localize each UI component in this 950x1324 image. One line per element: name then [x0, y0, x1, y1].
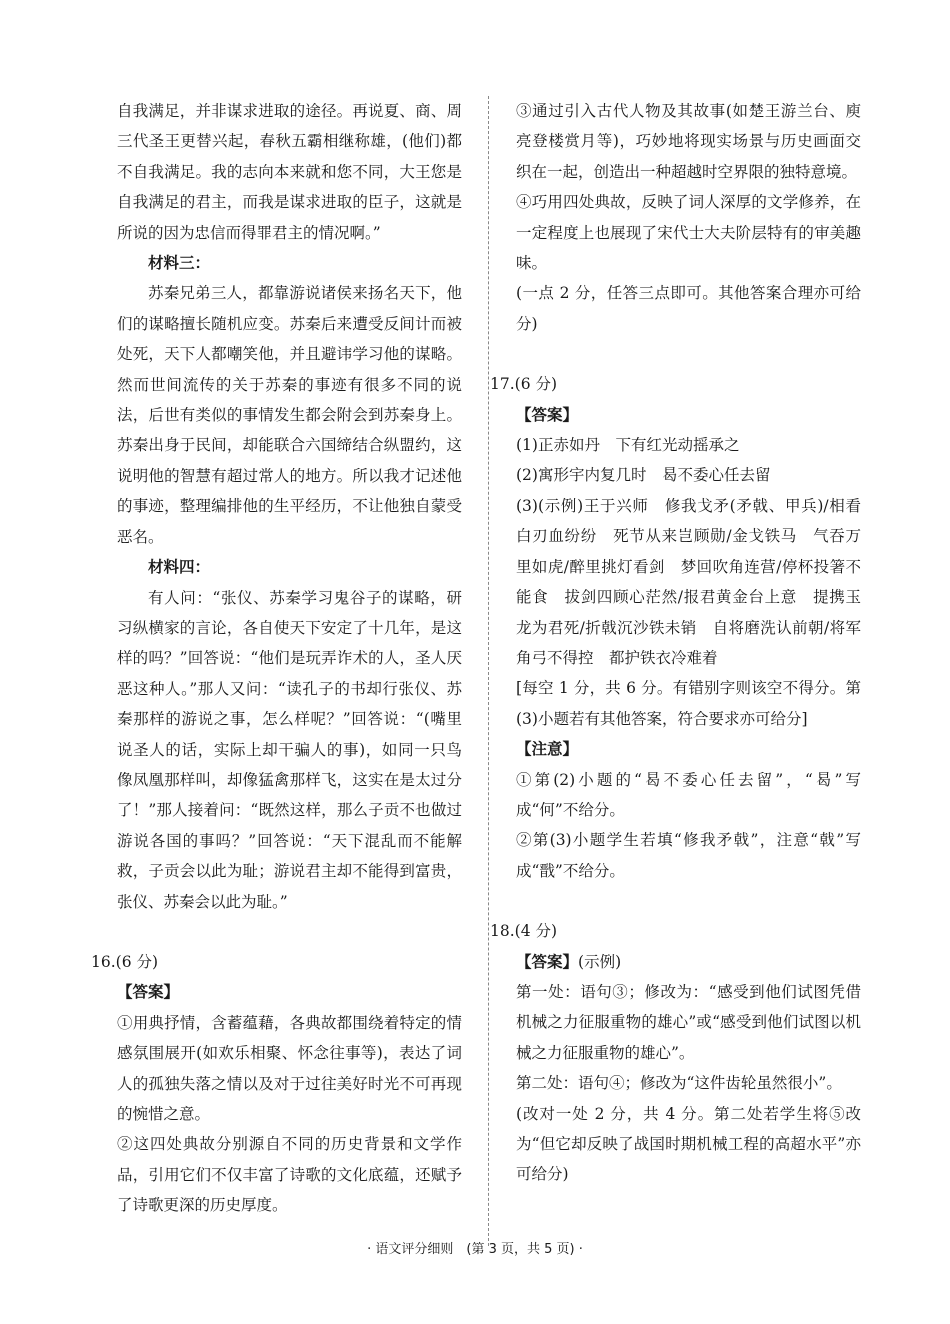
question-16-point-1: ①用典抒情，含蓄蕴藉，各典故都围绕着特定的情感氛围展开(如欢乐相聚、怀念往事等)，表达了词人的孤独失落之情以及对于过往美好时光不可再现的惋惜之意。 [117, 1013, 462, 1123]
question-16-point-3: ③通过引入古代人物及其故事(如楚王游兰台、庾亮登楼赏月等)，巧妙地将现实场景与历史画面交织在一起，创造出一种超越时空界限的独特意境。 [516, 102, 861, 181]
question-18-edit-1: 第一处：语句③；修改为：“感受到他们试图凭借机械之力征服重物的雄心”或“感受到他们试图以机械之力征服重物的雄心”。 [516, 982, 861, 1062]
question-17-note-1: ①第(2)小题的“曷不委心任去留”，“曷”写成“何”不给分。 [516, 770, 861, 819]
material-three-text: 苏秦兄弟三人，都靠游说诸侯来扬名天下，他们的谋略擅长随机应变。苏秦后来遭受反间计而被处死，天下人都嘲笑他，并且避讳学习他的谋略。然而世间流传的关于苏秦的事迹有很多不同的说法，后世有类似的事情发生都会附会到苏秦身上。苏秦出身于民间，却能联合六国缔结合纵盟约，这说明他的智慧有超过常人的地方。所以我才记述他的事迹，整理编排他的生平经历，不让他独自蒙受恶名。 [117, 284, 462, 546]
question-16-point-4: ④巧用四处典故，反映了词人深厚的文学修养，在一定程度上也展现了宋代士大夫阶层特有的审美趣味。 [516, 193, 861, 273]
question-16-scoring-note: (一点 2 分，任答三点即可。其他答案合理亦可给分) [516, 284, 861, 333]
question-18-number: 18.(4 分) [490, 922, 558, 941]
question-16-number: 16.(6 分) [91, 952, 159, 971]
right-column [490, 96, 861, 1190]
question-17-note-label: 【注意】 [516, 740, 579, 759]
question-16-point-2: ②这四处典故分别源自不同的历史背景和文学作品，引用它们不仅丰富了诗歌的文化底蕴，还赋予了诗歌更深的历史厚度。 [117, 1135, 462, 1215]
question-17-line-1: (1)正赤如丹 下有红光动摇承之 [516, 436, 740, 455]
question-18-edit-2: 第二处：语句④；修改为“这件齿轮虽然很小”。 [516, 1074, 842, 1093]
question-16-answer-label: 【答案】 [117, 983, 180, 1002]
left-column [91, 96, 462, 1221]
question-17-scoring-note: [每空 1 分，共 6 分。有错别字则该空不得分。第(3)小题若有其他答案，符合要求亦可给分] [516, 679, 861, 728]
question-17-note-2: ②第(3)小题学生若填“修我矛戟”，注意“戟”写成“戬”不给分。 [516, 831, 861, 880]
material-four-title: 材料四： [148, 558, 211, 577]
material-two-end: 自我满足，并非谋求进取的途径。再说夏、商、周三代圣王更替兴起，春秋五霸相继称雄，(他们)都不自我满足。我的志向本来就和您不同，大王您是自我满足的君主，而我是谋求进取的臣子，这就是所说的因为忠信而得罪君主的情况啊。” [117, 102, 462, 242]
question-17-line-3: (3)(示例)王于兴师 修我戈矛(矛戟、甲兵)/相看白刃血纷纷 死节从来岂顾勋/金戈铁马 气吞万里如虎/醉里挑灯看剑 梦回吹角连营/停杯投箸不能食 拔剑四顾心茫然/报君黄金台上意 提携玉龙为君死/折戟沉沙铁未销 自将磨洗认前朝/将军角弓不得控 都护铁衣冷难着 [516, 496, 861, 667]
question-18-answer-line [516, 947, 861, 977]
column-divider [488, 96, 489, 1246]
question-17-number: 17.(6 分) [490, 375, 558, 394]
question-18-example-tag: (示例) [578, 952, 622, 971]
material-four-text: 有人问：“张仪、苏秦学习鬼谷子的谋略，研习纵横家的言论，各自使天下安定了十几年，是这样的吗？”回答说：“他们是玩弄诈术的人，圣人厌恶这种人。”那人又问：“读孔子的书却行张仪、苏秦那样的游说之事，怎么样呢？”回答说：“(嘴里说圣人的话，实际上却干骗人的事)，如同一只鸟像凤凰那样叫，却像猛禽那样飞，这实在是太过分了！”那人接着问：“既然这样，那么子贡不也做过游说各国的事吗？”回答说：“天下混乱而不能解救，子贡会以此为耻；游说君主却不能得到富贵，张仪、苏秦会以此为耻。” [117, 588, 462, 911]
question-17-line-2: (2)寓形宇内复几时 曷不委心任去留 [516, 466, 771, 485]
material-three-title: 材料三： [148, 254, 211, 273]
question-18-answer-label: 【答案】 [516, 952, 579, 971]
page-footer: · 语文评分细则 (第 3 页，共 5 页) · [367, 1242, 583, 1257]
question-17-answer-label: 【答案】 [516, 405, 579, 424]
question-18-scoring-note: (改对一处 2 分，共 4 分。第二处若学生将⑤改为“但它却反映了战国时期机械工程的高超水平”亦可给分) [516, 1104, 861, 1184]
